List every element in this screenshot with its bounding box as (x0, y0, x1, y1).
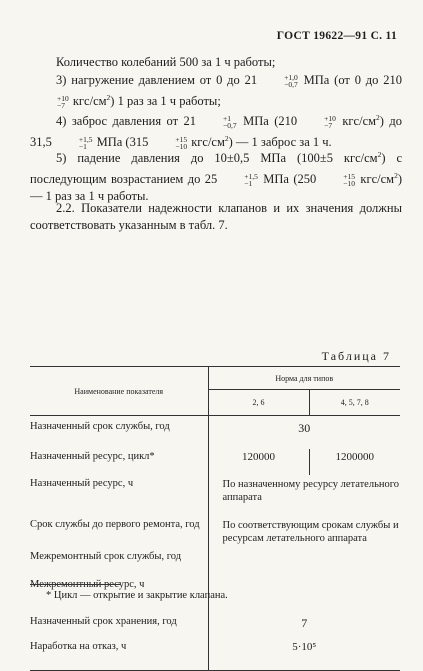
p4-text-b: МПа (210 (243, 114, 298, 129)
paragraph-2-2: 2.2. Показатели надежности клапанов и их значения должны соответствовать указанным в табл. 7. (30, 201, 402, 232)
p5-text-e: ) — 1 раз за 1 ч работы. (30, 172, 403, 204)
p3-text-d: ) 1 раз за 1 ч работы; (110, 94, 221, 109)
row-name: Назначенный срок хранения, год (30, 613, 208, 639)
paragraph-item-4 (30, 109, 402, 151)
column-header-type-b: 4, 5, 7, 8 (309, 390, 400, 416)
p4-text-c: кгс/см (342, 114, 377, 129)
row-value: 5·10⁵ (208, 639, 400, 671)
p3-text-a: 3) нагружение давлением от 0 до 21 (56, 73, 258, 87)
tolerance-fraction: +15 −10 (343, 171, 355, 189)
reliability-table (30, 366, 400, 671)
row-name: Назначенный ресурс, цикл* (30, 449, 208, 475)
p4-text-f: кгс/см (191, 135, 225, 150)
table-row (30, 517, 400, 549)
p4-text-d: ) до 31,5 (30, 114, 403, 150)
table-caption: Таблица 7 (321, 349, 391, 363)
footnote: * Цикл — открытие и закрытие клапана. (46, 590, 228, 601)
table-row (30, 613, 400, 639)
row-value: По назначенному ресурсу летательного аппарата (222, 478, 400, 503)
p4-text-e: МПа (315 (96, 135, 149, 150)
tolerance-fraction: +1,0 −0,7 (284, 72, 298, 90)
paragraph-oscillations: Количество колебаний 500 за 1 ч работы; (56, 55, 276, 69)
tolerance-fraction: +15 −10 (175, 134, 188, 152)
column-header-group: Норма для типов (208, 367, 400, 390)
row-value-type-a: 120000 (208, 449, 309, 475)
p3-text-c: кгс/см (72, 94, 107, 109)
paragraph-item-3 (30, 72, 402, 110)
row-name: Межремонтный ресурс, ч (30, 577, 208, 613)
row-name: Назначенный ресурс, ч (30, 475, 208, 517)
column-header-type-a: 2, 6 (208, 390, 309, 416)
p5-text-d: кгс/см (360, 172, 395, 187)
table-row (30, 475, 400, 517)
page-header: ГОСТ 19622—91 С. 11 (276, 30, 397, 42)
row-name: Назначенный срок службы, год (30, 416, 208, 449)
p5-text-b: ) с последующим возрастанием до 25 (30, 151, 402, 187)
superscript: 2 (377, 150, 382, 159)
superscript: 2 (224, 134, 229, 144)
paragraph-item-5 (30, 146, 402, 205)
tolerance-fraction: +1,5 −1 (244, 171, 258, 189)
row-name: Межремонтный срок службы, год (30, 549, 208, 577)
table-row (30, 639, 400, 671)
p4-text-a: 4) заброс давления от 21 (56, 114, 197, 129)
row-value: 7 (301, 615, 308, 630)
superscript: 2 (376, 113, 380, 122)
column-header-name: Наименование показателя (30, 367, 208, 416)
row-name: Наработка на отказ, ч (30, 639, 208, 671)
row-value: По соответствующим срокам службы и ресурсам летательного аппарата (222, 519, 399, 544)
footnote-divider (30, 584, 120, 585)
table-row (30, 449, 400, 475)
tolerance-fraction: +1,5 −1 (78, 134, 93, 152)
tolerance-fraction: +10 −7 (57, 93, 69, 111)
table-row (30, 416, 400, 449)
superscript: 2 (106, 93, 111, 102)
row-name: Срок службы до первого ремонта, год (30, 517, 208, 549)
tolerance-fraction: +10 −7 (324, 113, 336, 131)
row-value-type-b: 1200000 (335, 450, 374, 463)
p3-text-b: МПа (от 0 до 210 (303, 73, 403, 87)
p5-text-a: 5) падение давления до 10±0,5 МПа (100±5 кгс/см (56, 151, 378, 166)
superscript: 2 (394, 171, 398, 181)
p5-text-c: МПа (250 (263, 172, 317, 187)
tolerance-fraction: +1 −0,7 (223, 113, 237, 131)
row-value: 30 (298, 421, 311, 435)
p4-text-g: ) — 1 заброс за 1 ч. (228, 135, 332, 150)
